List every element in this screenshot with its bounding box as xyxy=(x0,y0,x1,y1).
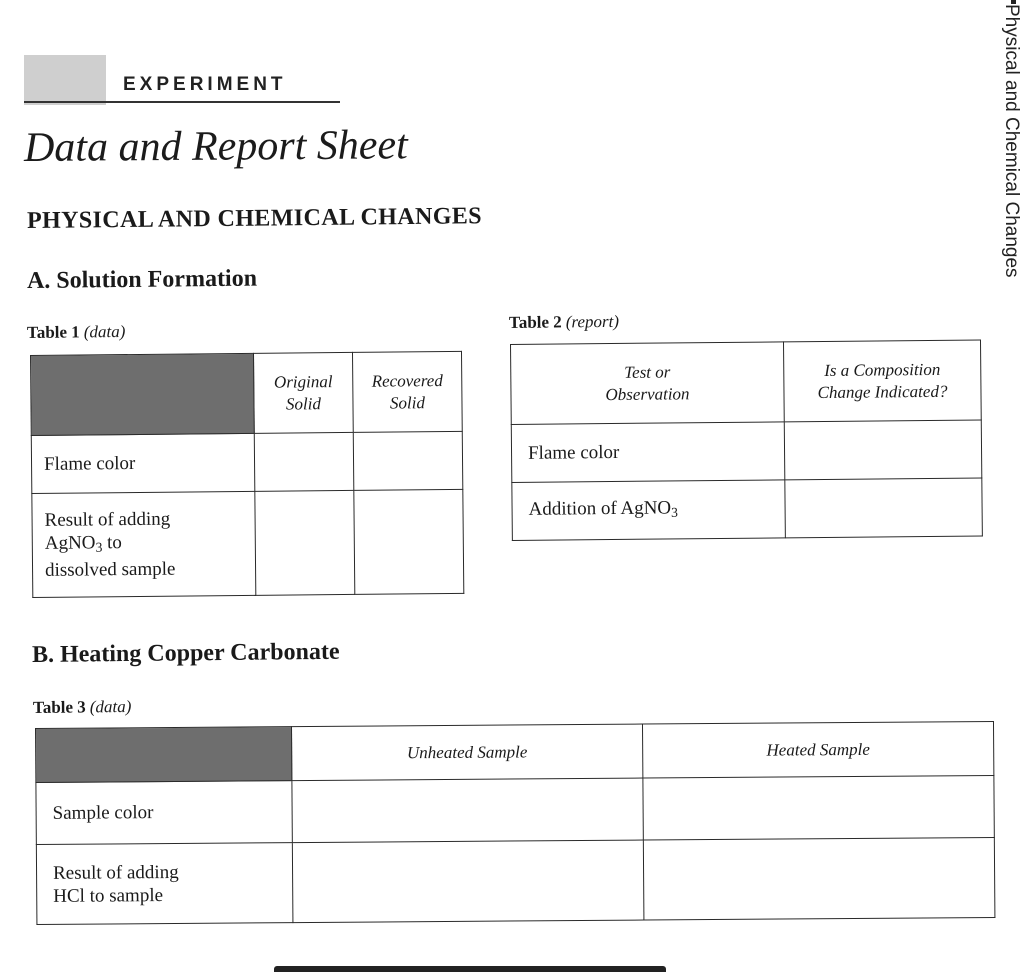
table1-caption-note: (data) xyxy=(83,321,126,342)
table3-row-sample-color: Sample color xyxy=(36,781,292,845)
table1-row-label-agno3 xyxy=(32,491,256,597)
table2-col-composition-line1: Is a Composition xyxy=(824,359,941,380)
table2-col-composition-line2: Change Indicated? xyxy=(817,381,948,402)
experiment-tab-shade xyxy=(24,55,106,105)
table1-row2-line1: Result of adding xyxy=(44,508,171,531)
table3-caption-label: Table 3 xyxy=(32,697,86,717)
table3-header-shade xyxy=(36,727,292,783)
table1-row2-formula: AgNO xyxy=(44,532,96,554)
table1-col-original-solid-label: Original Solid xyxy=(273,371,333,414)
table2-row-agno3-text: Addition of AgNO xyxy=(528,497,672,520)
table1 xyxy=(30,351,464,598)
table1-row-label: Flame color xyxy=(31,433,255,493)
table1-cell-recovered-flame[interactable] xyxy=(353,431,463,490)
experiment-rule xyxy=(24,101,340,103)
table3-col-unheated: Unheated Sample xyxy=(291,724,642,781)
table1-cell-recovered-agno3[interactable] xyxy=(354,489,464,594)
table1-caption xyxy=(27,322,126,343)
table1-col-original-solid xyxy=(253,352,353,433)
table3-cell-unheated-color[interactable] xyxy=(292,778,643,843)
table1-col-recovered-solid xyxy=(352,351,462,432)
table2-row-agno3-subscript: 3 xyxy=(671,504,679,520)
table3-caption-note: (data) xyxy=(89,696,132,717)
side-running-head: Physical and Chemical Changes xyxy=(1001,4,1022,278)
table2-col-test xyxy=(511,342,785,425)
table3 xyxy=(35,721,995,925)
table2-caption xyxy=(509,312,619,333)
experiment-label: EXPERIMENT xyxy=(123,74,287,95)
table3-col-heated: Heated Sample xyxy=(642,721,993,778)
table1-col-recovered-solid-label: Recovered Solid xyxy=(371,370,443,413)
table2-col-test-line2: Observation xyxy=(605,383,690,404)
table3-caption xyxy=(33,697,132,718)
table1-row2-subscript: 3 xyxy=(95,539,103,555)
table1-header-shade xyxy=(31,353,255,435)
table2-col-test-line1: Test or xyxy=(624,361,671,382)
table2-cell-flame[interactable] xyxy=(784,420,982,480)
table2-cell-agno3[interactable] xyxy=(785,478,983,538)
table1-row2-to: to xyxy=(102,531,122,554)
table2-row-agno3 xyxy=(512,480,786,541)
table2-caption-note: (report) xyxy=(565,311,620,332)
table3-cell-heated-hcl[interactable] xyxy=(643,837,995,920)
part-a-heading: A. Solution Formation xyxy=(26,265,258,294)
table1-caption-label: Table 1 xyxy=(26,322,80,342)
page-title: Data and Report Sheet xyxy=(23,122,408,171)
part-b-heading: B. Heating Copper Carbonate xyxy=(31,638,340,668)
page-bottom-tab xyxy=(274,966,666,972)
table2-col-composition xyxy=(783,340,981,422)
table3-row-hcl xyxy=(36,843,293,925)
table2-row-flame: Flame color xyxy=(511,422,785,483)
table1-cell-original-flame[interactable] xyxy=(254,432,354,491)
table3-cell-heated-color[interactable] xyxy=(643,775,994,840)
table2-caption-label: Table 2 xyxy=(508,312,562,332)
table1-cell-original-agno3[interactable] xyxy=(255,490,355,595)
table2 xyxy=(510,339,983,541)
table3-row-hcl-line1: Result of adding xyxy=(52,861,179,884)
table1-row2-line3: dissolved sample xyxy=(44,558,176,582)
section-heading: PHYSICAL AND CHEMICAL CHANGES xyxy=(26,203,483,234)
table3-row-hcl-line2: HCl to sample xyxy=(53,884,164,907)
table3-cell-unheated-hcl[interactable] xyxy=(292,840,644,923)
